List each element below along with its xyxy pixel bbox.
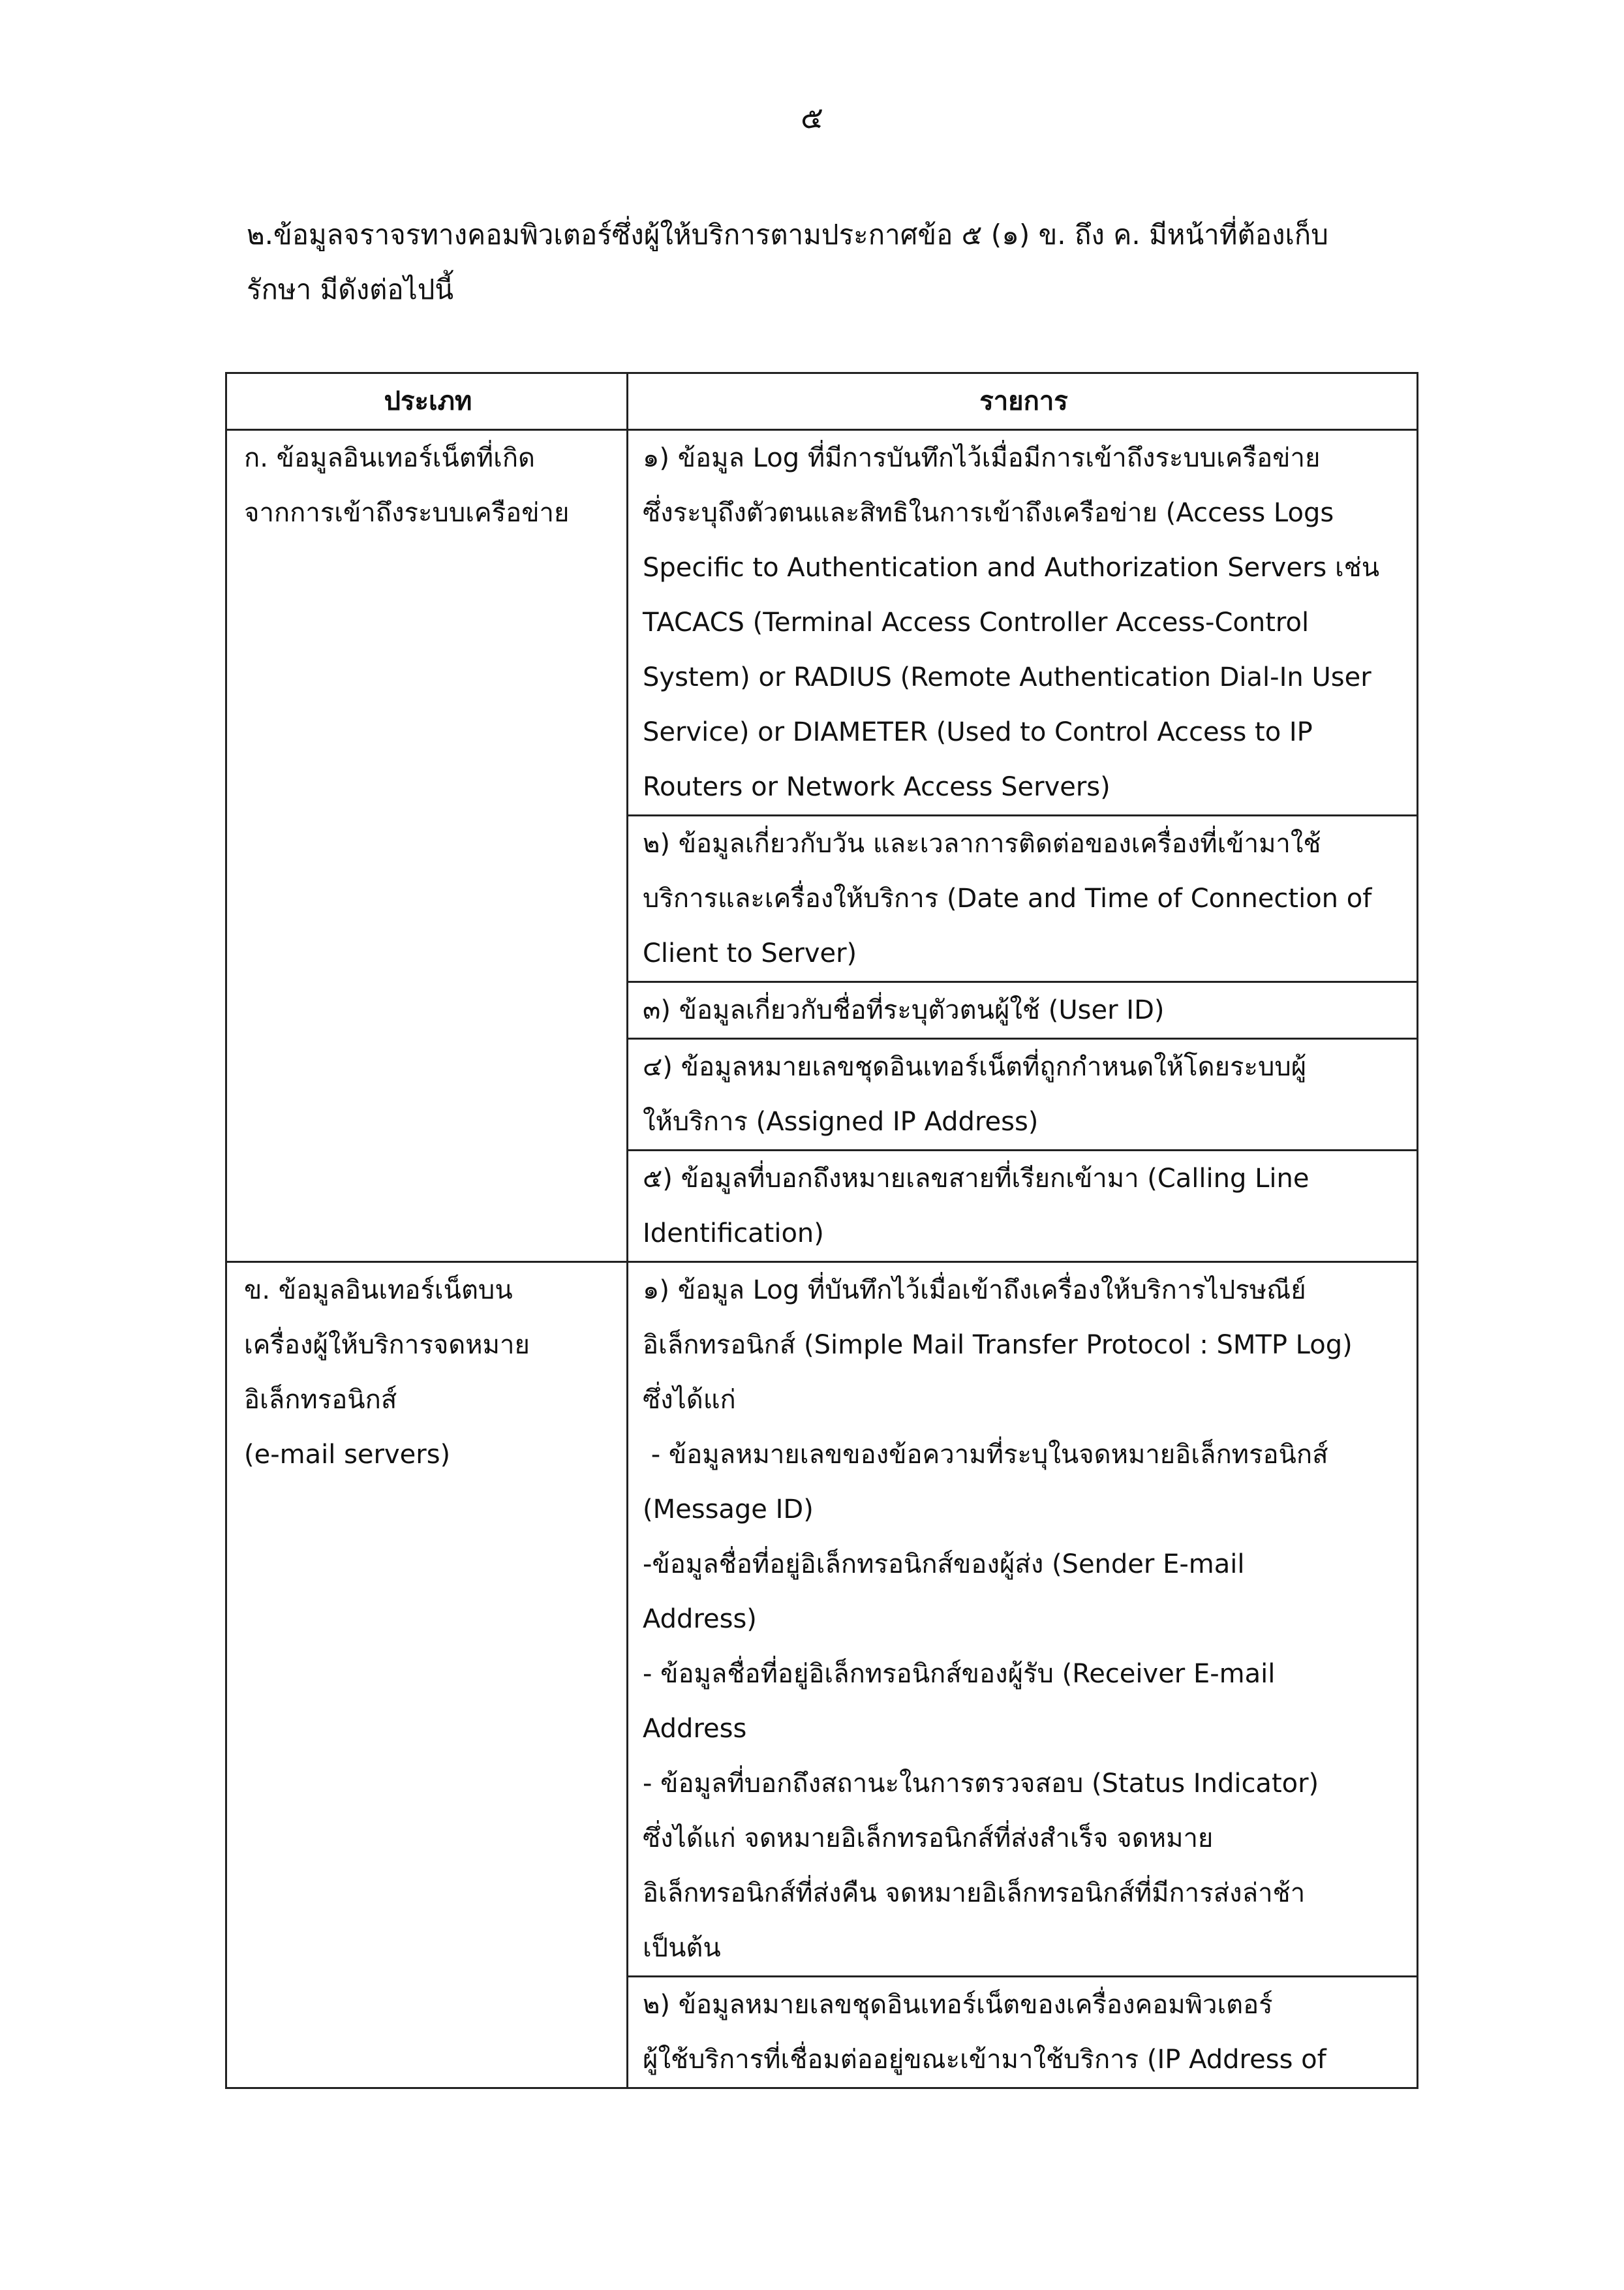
item-line: เป็นต้น: [643, 1933, 721, 1963]
item-cell: [628, 1977, 1418, 2088]
item-line: -ข้อมูลชื่อที่อยู่อิเล็กทรอนิกส์ของผู้ส่ง (Sender E-mail: [643, 1549, 1245, 1579]
item-line: (Message ID): [643, 1494, 814, 1524]
item-cell: [628, 816, 1418, 982]
item-line: Address): [643, 1604, 757, 1634]
category-cell: [226, 430, 628, 1262]
item-line: ซึ่งได้แก่ จดหมายอิเล็กทรอนิกส์ที่ส่งสำเร็จ จดหมาย: [643, 1823, 1214, 1853]
item-line: - ข้อมูลที่บอกถึงสถานะในการตรวจสอบ (Status Indicator): [643, 1769, 1319, 1799]
category-cell: [226, 1262, 628, 2088]
item-line: ๓) ข้อมูลเกี่ยวกับชื่อที่ระบุตัวตนผู้ใช้ (User ID): [643, 995, 1165, 1025]
page-number: ๕: [801, 100, 823, 135]
intro-line: รักษา มีดังต่อไปนี้: [247, 273, 454, 305]
category-line: ข. ข้อมูลอินเทอร์เน็ตบน: [244, 1275, 513, 1305]
item-line: ซึ่งได้แก่: [643, 1385, 736, 1415]
item-line: ๔) ข้อมูลหมายเลขชุดอินเทอร์เน็ตที่ถูกกำหนดให้โดยระบบผู้: [643, 1052, 1307, 1082]
item-line: Client to Server): [643, 938, 857, 968]
item-line: - ข้อมูลชื่อที่อยู่อิเล็กทรอนิกส์ของผู้รับ (Receiver E-mail: [643, 1659, 1276, 1689]
item-line: อิเล็กทรอนิกส์ (Simple Mail Transfer Protocol : SMTP Log): [643, 1330, 1353, 1360]
category-line: อิเล็กทรอนิกส์: [244, 1385, 397, 1415]
header-type: ประเภท: [226, 373, 628, 430]
item-cell: [628, 982, 1418, 1039]
item-cell: [628, 430, 1418, 816]
item-line: ๑) ข้อมูล Log ที่มีการบันทึกไว้เมื่อมีการเข้าถึงระบบเครือข่าย: [643, 443, 1321, 473]
item-line: ๒) ข้อมูลเกี่ยวกับวัน และเวลาการติดต่อของเครื่องที่เข้ามาใช้: [643, 829, 1321, 859]
table-row: [226, 1262, 1418, 1977]
item-line: ๑) ข้อมูล Log ที่บันทึกไว้เมื่อเข้าถึงเครื่องให้บริการไปรษณีย์: [643, 1275, 1306, 1305]
item-cell: [628, 1151, 1418, 1262]
table-body: [226, 430, 1418, 2088]
header-items: รายการ: [628, 373, 1418, 430]
intro-line: ๒.ข้อมูลจราจรทางคอมพิวเตอร์ซึ่งผู้ให้บริการตามประกาศข้อ ๕ (๑) ข. ถึง ค. มีหน้าที่ต้องเก็บ: [247, 219, 1328, 251]
item-line: ๒) ข้อมูลหมายเลขชุดอินเทอร์เน็ตของเครื่องคอมพิวเตอร์: [643, 1990, 1273, 2020]
item-line: Identification): [643, 1218, 824, 1248]
item-line: - ข้อมูลหมายเลขของข้อความที่ระบุในจดหมายอิเล็กทรอนิกส์: [643, 1440, 1328, 1470]
category-line: ก. ข้อมูลอินเทอร์เน็ตที่เกิด: [244, 443, 536, 473]
item-line: TACACS (Terminal Access Controller Access-Control: [643, 608, 1310, 638]
item-line: บริการและเครื่องให้บริการ (Date and Time of Connection of: [643, 884, 1372, 914]
table-header-row: [226, 373, 1418, 430]
category-line: เครื่องผู้ให้บริการจดหมาย: [244, 1330, 530, 1360]
item-line: ซึ่งระบุถึงตัวตนและสิทธิในการเข้าถึงเครือข่าย (Access Logs: [643, 498, 1334, 528]
item-line: ให้บริการ (Assigned IP Address): [643, 1107, 1039, 1137]
category-line: (e-mail servers): [244, 1440, 451, 1470]
table-row: [226, 430, 1418, 816]
item-line: Address: [643, 1714, 747, 1744]
category-line: จากการเข้าถึงระบบเครือข่าย: [244, 498, 570, 528]
item-cell: [628, 1039, 1418, 1151]
item-line: Specific to Authentication and Authorization Servers เช่น: [643, 553, 1380, 583]
item-line: System) or RADIUS (Remote Authentication Dial-In User: [643, 662, 1371, 692]
item-cell: [628, 1262, 1418, 1977]
item-line: ผู้ใช้บริการที่เชื่อมต่ออยู่ขณะเข้ามาใช้บริการ (IP Address of: [643, 2045, 1326, 2075]
item-line: ๕) ข้อมูลที่บอกถึงหมายเลขสายที่เรียกเข้ามา (Calling Line: [643, 1164, 1310, 1194]
item-line: Service) or DIAMETER (Used to Control Access to IP: [643, 717, 1313, 747]
item-line: Routers or Network Access Servers): [643, 772, 1111, 802]
item-line: อิเล็กทรอนิกส์ที่ส่งคืน จดหมายอิเล็กทรอนิกส์ที่มีการส่งล่าช้า: [643, 1878, 1306, 1908]
traffic-data-table: [225, 372, 1418, 2089]
intro-paragraph: [247, 208, 1421, 317]
